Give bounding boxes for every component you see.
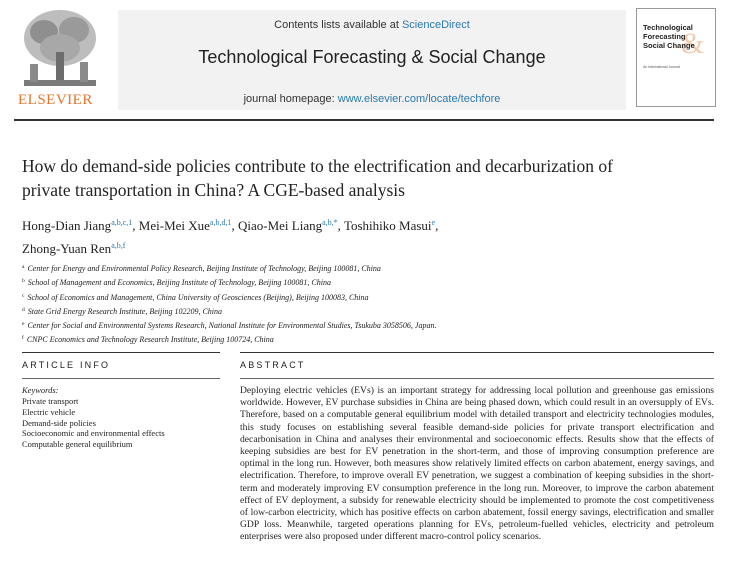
- keywords-list: [22, 396, 165, 450]
- publisher-wordmark: ELSEVIER: [18, 92, 93, 108]
- affiliation-text: School of Economics and Management, China University of Geosciences (Beijing), Beijing 100083, China: [27, 292, 369, 302]
- affiliation-key: a: [22, 264, 25, 270]
- affiliation-item: [22, 290, 712, 304]
- keyword[interactable]: Demand-side policies: [22, 417, 96, 428]
- paper-title: How do demand-side policies contribute to the electrification and decarburization of private transportation in China? A CGE-based analysis: [22, 156, 613, 200]
- keyword[interactable]: Electric vehicle: [22, 406, 76, 417]
- article-info-rule: [22, 352, 220, 353]
- journal-cover-thumbnail[interactable]: [636, 8, 716, 107]
- cover-title-line2: Forecasting: [643, 32, 686, 41]
- journal-title: Technological Forecasting & Social Change: [198, 47, 546, 67]
- affiliation-item: [22, 275, 712, 289]
- author[interactable]: [238, 218, 344, 233]
- affiliation-text: Center for Energy and Environmental Policy Research, Beijing Institute of Technology, Beijing 100081, China: [27, 264, 381, 273]
- affiliation-text: School of Management and Economics, Beijing Institute of Technology, Beijing 100081, China: [27, 278, 331, 288]
- affiliation-key: d: [22, 306, 25, 313]
- journal-banner: [118, 10, 626, 110]
- abstract-rule: [240, 352, 714, 353]
- author-separator: ,: [435, 218, 439, 233]
- cover-title: [643, 23, 713, 50]
- svg-text:&: &: [681, 27, 705, 60]
- affiliation-text: CNPC Economics and Technology Research Institute, Beijing 100724, China: [26, 335, 274, 345]
- author[interactable]: [22, 218, 139, 233]
- journal-homepage-link[interactable]: www.elsevier.com/locate/techfore: [337, 93, 501, 105]
- affiliation-item: [22, 261, 712, 275]
- header-divider: [14, 119, 714, 121]
- author-affil-marks[interactable]: a,b,c,1: [111, 218, 133, 227]
- author-name: Toshihiko Masui: [343, 218, 432, 233]
- author-name: Mei-Mei Xue: [138, 218, 210, 233]
- author-affil-marks[interactable]: e: [431, 218, 436, 227]
- article-info-heading: ARTICLE INFO: [22, 360, 111, 370]
- affiliation-text: Center for Social and Environmental Systems Research, National Institute for Environmental Studies, Tsukuba 3058506, Japan.: [27, 321, 437, 331]
- author-affil-marks[interactable]: a,b,f: [111, 241, 126, 250]
- contents-prefix: Contents lists available at: [274, 19, 402, 31]
- author-list: [22, 213, 712, 259]
- article-info-subrule: [22, 378, 220, 379]
- abstract-heading: ABSTRACT: [240, 360, 306, 370]
- cover-subtitle: An International Journal: [643, 65, 680, 69]
- sciencedirect-link[interactable]: ScienceDirect: [401, 19, 470, 31]
- affiliation-key: c: [22, 292, 25, 299]
- author-name: Qiao-Mei Liang: [237, 218, 323, 233]
- keyword[interactable]: Private transport: [22, 396, 79, 406]
- affiliation-text: State Grid Energy Research Institute, Beijing 102209, China: [27, 306, 223, 316]
- abstract-subrule: [240, 378, 714, 379]
- affiliation-item: [22, 304, 712, 318]
- author-name: Zhong-Yuan Ren: [22, 241, 112, 256]
- keyword[interactable]: Computable general equilibrium: [22, 439, 133, 450]
- affiliation-key: f: [22, 335, 24, 342]
- cover-title-line3: Social Change: [643, 41, 695, 50]
- author[interactable]: [139, 218, 238, 233]
- homepage-line: [118, 93, 626, 105]
- author-separator: ,: [231, 218, 238, 233]
- author-separator: ,: [132, 218, 139, 233]
- affiliation-item: [22, 332, 712, 346]
- author[interactable]: [344, 218, 438, 233]
- affiliation-item: [22, 318, 712, 332]
- cover-title-line1: Technological: [643, 23, 693, 32]
- affiliation-key: e: [22, 321, 25, 328]
- affiliation-list: [22, 261, 712, 347]
- author-affil-marks[interactable]: a,b,d,1: [209, 218, 232, 227]
- contents-line: [118, 19, 626, 31]
- affiliation-key: b: [22, 278, 25, 285]
- author-name: Hong-Dian Jiang: [22, 218, 112, 233]
- homepage-prefix: journal homepage:: [243, 93, 338, 105]
- abstract-text: Deploying electric vehicles (EVs) is an important strategy for addressing local pollution and greenhouse gas emissions worldwide. However, EV purchase subsidies in China are being phased down, which could result in an oversupply of EVs. Therefore, based on a computable general equilibrium model with detailed transport and electricity technologies modules, this study focuses on establishing several feasible demand-side policies for private transport electrification and decarbonisation in China and analyses their environmental and socioeconomic effects. Results show that the effects of keeping subsidies are best for EV penetration in the short-term, and those of improving consumption preference are optimal in the long run. However, both measures show relatively limited effects on carbon abatement, energy savings, and electrification. Therefore, to improve overall EV penetration, we suggest a combination of keeping subsidies in the short-term and moderately improving EV consumption preference in the long run. Moreover, to improve the carbon abatement effect of EV deployment, a subsidy for renewable electricity should be implemented to promote the cost competitiveness of low-carbon electricity, which has positive effects on carbon abatement, fossil energy savings, electrification and smaller GDP loss. Meanwhile, targeted operations planning for EVs, petroleum-fuelled vehicles, electricity and petroleum enterprises were also proposed under different macro-control policy scenarios.: [240, 385, 714, 543]
- keyword[interactable]: Socioeconomic and environmental effects: [22, 428, 165, 439]
- author[interactable]: [22, 241, 125, 256]
- journal-header: [0, 0, 735, 118]
- author-separator: ,: [337, 218, 344, 233]
- keywords-label: Keywords:: [22, 385, 59, 395]
- author-affil-marks[interactable]: a,b,*: [322, 218, 338, 227]
